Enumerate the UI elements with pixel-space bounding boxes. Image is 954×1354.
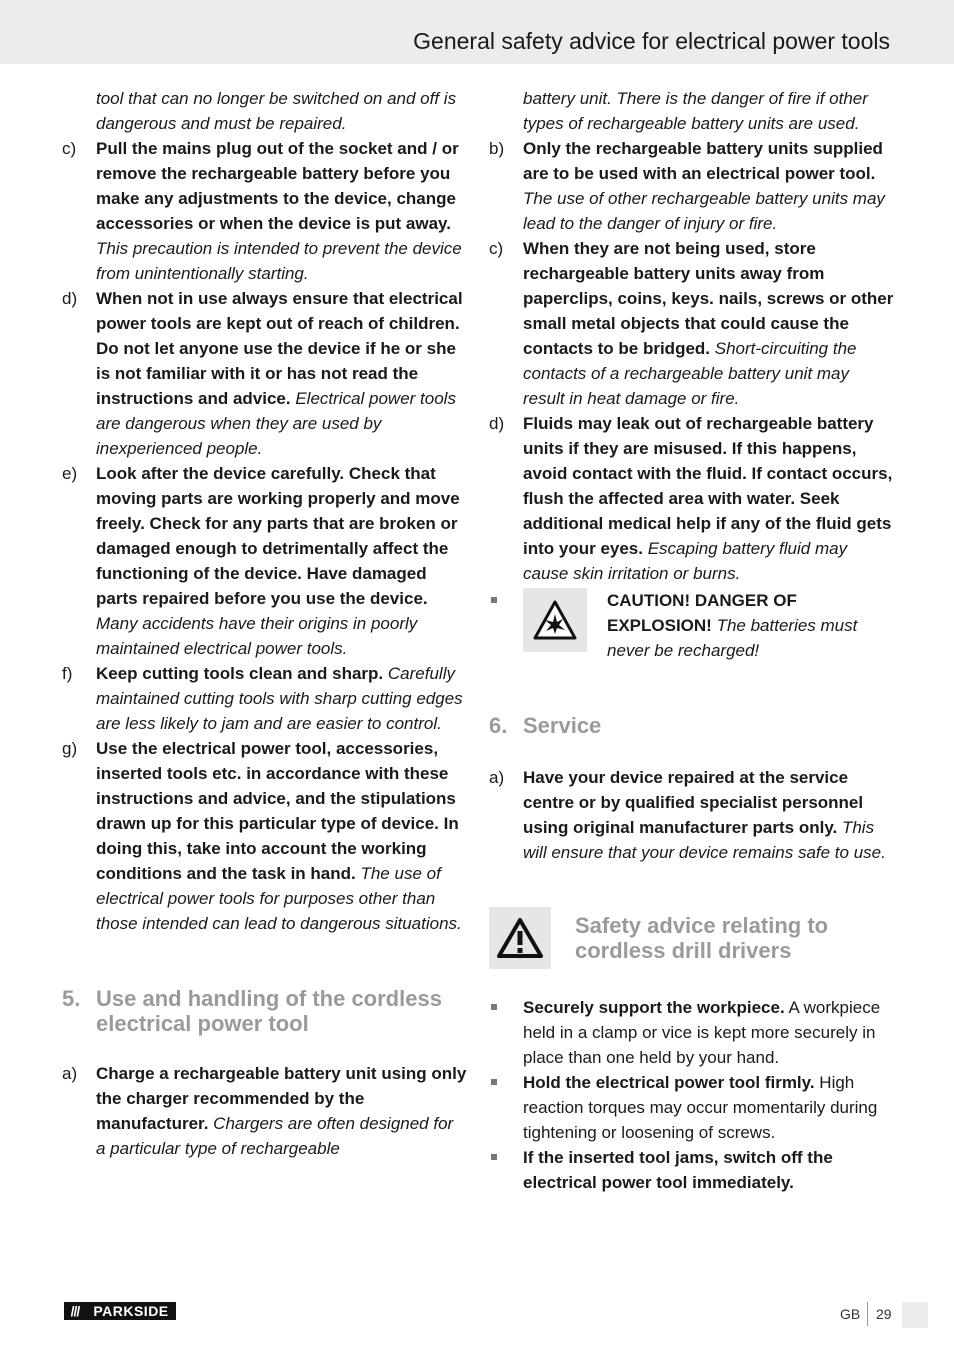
item-italic-text: Electrical power tools are dangerous when they are used by inexperienced people.	[96, 389, 456, 458]
left-column	[62, 86, 467, 1161]
footer-divider	[867, 1302, 868, 1326]
list-item-e	[62, 461, 467, 661]
caution-bold-text: CAUTION! DANGER OF EXPLOSION!	[607, 591, 797, 635]
item-bold-text: When they are not being used, store rechargeable battery units away from paperclips, coins, keys. nails, screws or other small metal objects that could cause the contacts to be bridged.	[523, 239, 894, 358]
list-item-a	[62, 1061, 467, 1161]
item-italic-text: This precaution is intended to prevent the device from unintentionally starting.	[96, 239, 462, 283]
item-label: b)	[489, 139, 505, 158]
bullet-item	[489, 1070, 894, 1145]
bullet-normal-text: A workpiece held in a clamp or vice is kept more securely in place than one held by your hand.	[523, 998, 881, 1067]
item-label: e)	[62, 464, 78, 483]
section-5-heading	[62, 986, 467, 1036]
item-italic-text: Carefully maintained cutting tools with sharp cutting edges are less likely to jam and are easier to control.	[96, 664, 463, 733]
list-item-f	[62, 661, 467, 736]
section-number: 6.	[489, 713, 508, 738]
language-code: GB	[840, 1306, 861, 1322]
item-label: g)	[62, 739, 78, 758]
item-label: f)	[62, 664, 73, 683]
footer-tab	[902, 1302, 928, 1328]
section-title: Use and handling of the cordless electrical power tool	[96, 986, 442, 1036]
item-label: a)	[489, 768, 505, 787]
left-intro-text: tool that can no longer be switched on and off is dangerous and must be repaired.	[96, 89, 457, 133]
item-bold-text: Fluids may leak out of rechargeable battery units if they are misused. If this happens, avoid contact with the fluid. If contact occurs, flush the affected area with water. Seek additional medical help if any of the fluid gets into your eyes.	[523, 414, 893, 558]
bullet-bold-text: Hold the electrical power tool firmly.	[523, 1073, 815, 1092]
bullet-normal-text: High reaction torques may occur momentarily during tightening or loosening of screws.	[523, 1073, 878, 1142]
item-bold-text: Only the rechargeable battery units supplied are to be used with an electrical power tool.	[523, 139, 883, 183]
item-bold-text: Have your device repaired at the service centre or by qualified specialist personnel using original manufacturer parts only.	[523, 768, 864, 837]
item-bold-text: Charge a rechargeable battery unit using only the charger recommended by the manufacturer.	[96, 1064, 467, 1133]
bullet-marker	[489, 1145, 523, 1195]
bullet-item	[489, 1145, 894, 1195]
section-number: 5.	[62, 986, 81, 1011]
bullet-marker	[489, 588, 523, 663]
list-item-d	[489, 411, 894, 586]
page-header	[0, 0, 954, 64]
item-bold-text: Keep cutting tools clean and sharp.	[96, 664, 384, 683]
right-intro-text: battery unit. There is the danger of fire if other types of rechargeable battery units are used.	[523, 89, 868, 133]
item-label: d)	[489, 414, 505, 433]
page-title: General safety advice for electrical power tools	[413, 28, 890, 54]
bullet-item	[489, 995, 894, 1070]
list-item-c	[489, 236, 894, 411]
warning-triangle-icon	[489, 907, 551, 969]
right-column	[489, 86, 894, 1195]
page-number: 29	[876, 1306, 892, 1322]
item-italic-text: The use of other rechargeable battery units may lead to the danger of injury or fire.	[523, 189, 885, 233]
item-bold-text: Use the electrical power tool, accessories, inserted tools etc. in accordance with these instructions and advice, and the stipulations drawn up for this particular type of device. In doing this, take into account the working conditions and the task in hand.	[96, 739, 459, 883]
item-bold-text: When not in use always ensure that electrical power tools are kept out of reach of children. Do not let anyone use the device if he or she is not familiar with it or has not read the instructions and advice.	[96, 289, 463, 408]
list-item-d	[62, 286, 467, 461]
safety-advice-title: Safety advice relating to cordless drill drivers	[575, 913, 829, 963]
item-italic-text: Many accidents have their origins in poorly maintained electrical power tools.	[96, 614, 418, 658]
safety-advice-heading	[489, 907, 894, 969]
bullet-bold-text: Securely support the workpiece.	[523, 998, 785, 1017]
section-title: Service	[523, 713, 602, 738]
item-italic-text: The use of electrical power tools for purposes other than those intended can lead to dangerous situations.	[96, 864, 462, 933]
item-label: d)	[62, 289, 78, 308]
bullet-marker	[489, 1070, 523, 1145]
list-item-g	[62, 736, 467, 936]
item-bold-text: Pull the mains plug out of the socket and / or remove the rechargeable battery before you make any adjustments to the device, change accessories or when the device is put away.	[96, 139, 459, 233]
item-italic-text: Chargers are often designed for a particular type of rechargeable	[96, 1114, 454, 1158]
item-italic-text: Escaping battery fluid may cause skin irritation or burns.	[523, 539, 848, 583]
list-item-b	[489, 136, 894, 236]
item-italic-text: This will ensure that your device remains safe to use.	[523, 818, 886, 862]
item-bold-text: Look after the device carefully. Check that moving parts are working properly and move freely. Check for any parts that are broken or damaged enough to detrimentally affect the functioning of the device. Have damaged parts repaired before you use the device.	[96, 464, 460, 608]
parkside-logo	[64, 1302, 176, 1320]
service-item-a	[489, 765, 894, 865]
bullet-marker	[489, 995, 523, 1070]
bullet-bold-text: If the inserted tool jams, switch off the electrical power tool immediately.	[523, 1148, 833, 1192]
item-label: c)	[489, 239, 504, 258]
item-label: c)	[62, 139, 77, 158]
caution-italic-text: The batteries must never be recharged!	[607, 616, 858, 660]
explosion-icon	[523, 588, 587, 652]
item-label: a)	[62, 1064, 78, 1083]
list-item-c	[62, 136, 467, 286]
caution-block	[489, 588, 894, 663]
logo-stripes: ///	[70, 1303, 80, 1319]
section-6-heading	[489, 713, 894, 738]
logo-brand: PARKSIDE	[93, 1303, 169, 1319]
item-italic-text: Short-circuiting the contacts of a rechargeable battery unit may result in heat damage or fire.	[523, 339, 857, 408]
